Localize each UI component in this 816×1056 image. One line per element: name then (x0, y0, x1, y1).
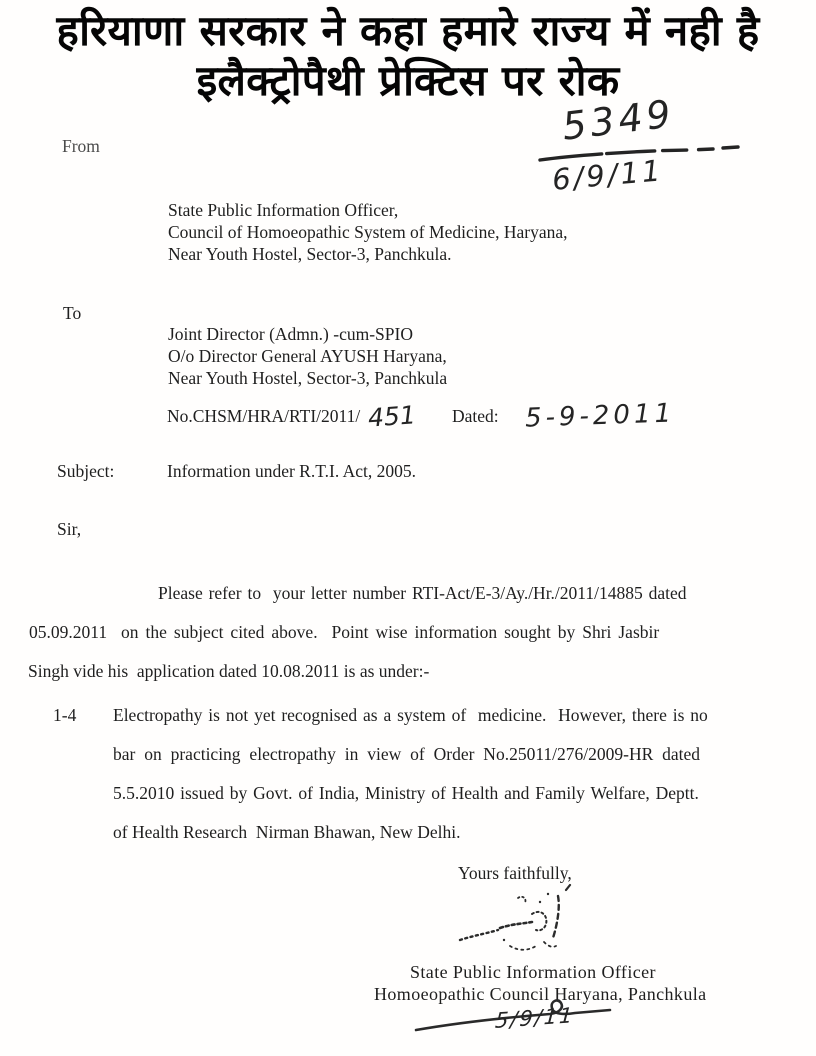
subject-label: Subject: (57, 461, 115, 481)
item-number: 1-4 (53, 705, 77, 725)
body-para1-line-2: 05.09.2011 on the subject cited above. Point wise information sought by Shri Jasbir (29, 622, 660, 642)
receipt-stamp-number: 5349 (559, 91, 677, 149)
headline-line-2: इलैक्ट्रोपैथी प्रेक्टिस पर रोक (196, 56, 620, 105)
recipient-address-line-3: Near Youth Hostel, Sector-3, Panchkula (168, 367, 448, 388)
receipt-stamp-date: 6/9/11 (550, 153, 665, 197)
recipient-address-line-1: Joint Director (Admn.) -cum-SPIO (168, 324, 413, 344)
body-para1-line-1: Please refer to your letter number RTI-Act/E-3/Ay./Hr./2011/14885 dated (158, 583, 687, 603)
item-line-1: Electropathy is not yet recognised as a system of medicine. However, there is no (113, 705, 708, 725)
closing: Yours faithfully, (458, 863, 572, 883)
item-line-2: bar on practicing electropathy in view of Order No.25011/276/2009-HR dated (113, 744, 701, 764)
signoff-date-handwritten: 5/9/11 (494, 1003, 576, 1033)
salutation: Sir, (57, 519, 82, 539)
date-handwritten: 5-9-2011 (524, 398, 676, 434)
dated-label: Dated: (451, 406, 499, 426)
headline (0, 6, 816, 106)
signoff-line-1: State Public Information Officer (410, 962, 656, 982)
recipient-address-line-2: O/o Director General AYUSH Haryana, (168, 345, 447, 366)
reference-number-handwritten: 451 (367, 400, 417, 433)
from-label: From (62, 136, 100, 156)
sender-address (168, 200, 567, 265)
item-line-4: of Health Research Nirman Bhawan, New Delhi. (113, 822, 461, 842)
to-label: To (63, 303, 82, 323)
recipient-address (168, 324, 447, 389)
body-para1-line-3: Singh vide his application dated 10.08.2011 is as under:- (28, 661, 430, 681)
reference-row (167, 398, 676, 434)
subject-text: Information under R.T.I. Act, 2005. (167, 461, 416, 481)
reference-number-prefix: No.CHSM/HRA/RTI/2011/ (167, 406, 361, 426)
sender-address-line-2: Council of Homoeopathic System of Medicine, Haryana, (168, 221, 568, 242)
signoff-line-2: Homoeopathic Council Haryana, Panchkula (374, 984, 707, 1004)
sender-address-line-1: State Public Information Officer, (168, 200, 399, 220)
item-line-3: 5.5.2010 issued by Govt. of India, Ministry of Health and Family Welfare, Deptt. (113, 783, 699, 803)
sender-address-line-3: Near Youth Hostel, Sector-3, Panchkula. (168, 243, 452, 264)
signature-scribble (452, 882, 592, 962)
headline-line-1: हरियाणा सरकार ने कहा हमारे राज्य में नही है (56, 6, 760, 55)
